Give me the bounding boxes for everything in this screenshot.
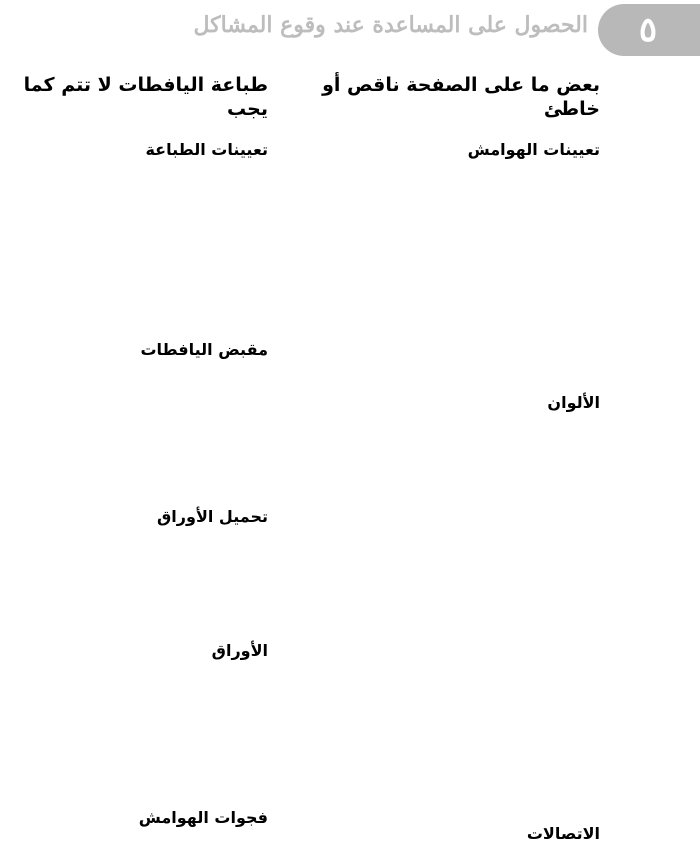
- chapter-title: الحصول على المساعدة عند وقوع المشاكل: [193, 12, 588, 38]
- left-item-banner-handle: مقبض اليافطات: [140, 340, 268, 359]
- right-column-heading: بعض ما على الصفحة ناقص أو خاطئ: [322, 74, 600, 120]
- right-item-colors: الألوان: [547, 393, 600, 412]
- left-column-heading: طباعة اليافطات لا تتم كما يجب: [23, 74, 268, 120]
- right-item-connections: الاتصالات: [526, 824, 600, 843]
- right-item-margin-settings: تعيينات الهوامش: [467, 140, 600, 159]
- left-item-print-settings: تعيينات الطباعة: [145, 140, 268, 159]
- left-item-paper: الأوراق: [211, 641, 268, 660]
- chapter-number: ٥: [638, 10, 658, 50]
- left-item-margin-gaps: فجوات الهوامش: [138, 808, 268, 827]
- left-item-paper-loading: تحميل الأوراق: [157, 507, 268, 526]
